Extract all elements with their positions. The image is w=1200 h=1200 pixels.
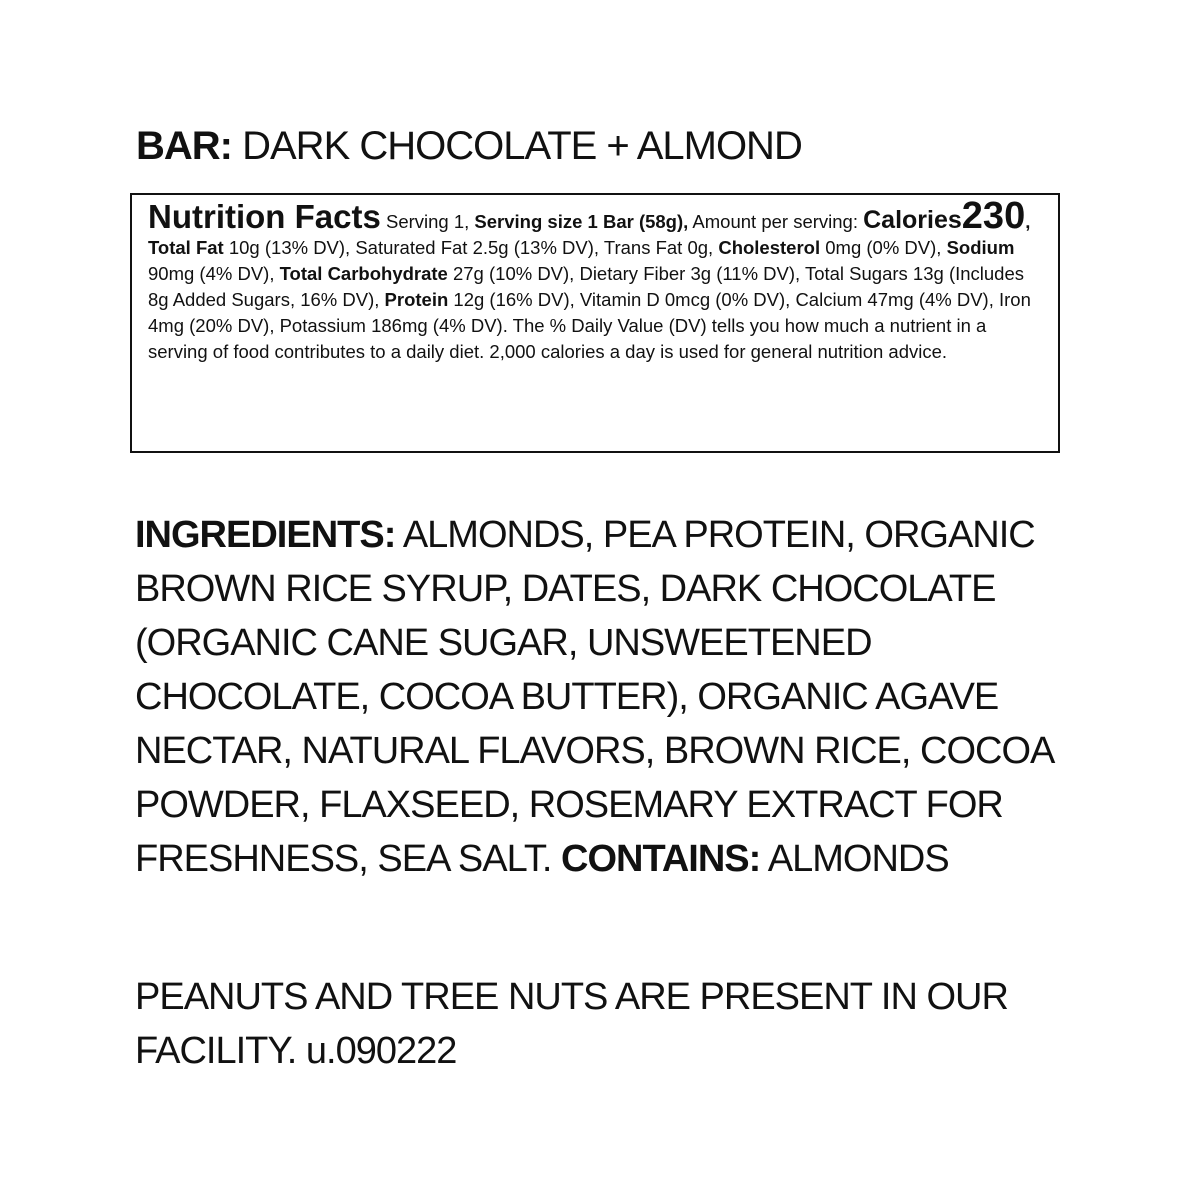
serving-size: Serving size 1 Bar (58g), bbox=[474, 211, 689, 232]
nutrition-facts-panel bbox=[130, 193, 1060, 453]
servings-text: Serving 1, bbox=[385, 211, 470, 232]
facility-notice: PEANUTS AND TREE NUTS ARE PRESENT IN OUR FACILITY. u.090222 bbox=[135, 976, 1008, 1072]
sodium-value: 90mg (4% DV), bbox=[148, 263, 275, 284]
nutrition-facts-text bbox=[148, 195, 1044, 365]
total-fat-value: 10g (13% DV), Saturated Fat 2.5g (13% DV), Trans Fat 0g, bbox=[228, 237, 714, 258]
sodium-label: Sodium bbox=[946, 237, 1015, 258]
product-name: DARK CHOCOLATE + ALMOND bbox=[242, 124, 802, 168]
carbohydrate-value: 27g (10% DV), Dietary Fiber 3g (11% DV), Total Sugars 13g (Includes 8g Added Sugars, 16% DV), bbox=[148, 263, 1025, 310]
protein-label: Protein bbox=[384, 289, 449, 310]
protein-value: 12g (16% DV), Vitamin D 0mcg (0% DV), Calcium 47mg (4% DV), Iron 4mg (20% DV), Potassium 186mg (4% DV). The % Daily Value (DV) tells you how much a nutrient in a serving of food contributes to a daily diet. 2,000 calories a day is used for general nutrition advice. bbox=[148, 289, 1031, 362]
product-title-label: BAR: bbox=[136, 124, 232, 168]
ingredients-section bbox=[135, 508, 1065, 886]
ingredients-label: INGREDIENTS: bbox=[135, 514, 396, 556]
amount-per-serving: Amount per serving: bbox=[692, 211, 858, 232]
calories-suffix: , bbox=[1025, 211, 1031, 232]
carbohydrate-label: Total Carbohydrate bbox=[279, 263, 448, 284]
nutrition-facts-heading: Nutrition Facts bbox=[148, 198, 381, 235]
cholesterol-value: 0mg (0% DV), bbox=[825, 237, 942, 258]
calories-value: 230 bbox=[961, 195, 1026, 237]
contains-text: ALMONDS bbox=[767, 838, 949, 880]
product-title bbox=[136, 124, 802, 169]
ingredients-text: ALMONDS, PEA PROTEIN, ORGANIC BROWN RICE SYRUP, DATES, DARK CHOCOLATE (ORGANIC CANE SUGAR, UNSWEETENED CHOCOLATE, COCOA BUTTER), ORGANIC AGAVE NECTAR, NATURAL FLAVORS, BROWN RICE, COCOA POWDER, FLAXSEED, ROSEMARY EXTRACT FOR FRESHNESS, SEA SALT. bbox=[135, 514, 1053, 880]
cholesterol-label: Cholesterol bbox=[718, 237, 821, 258]
calories-label: Calories bbox=[863, 206, 962, 234]
total-fat-label: Total Fat bbox=[148, 237, 224, 258]
contains-label: CONTAINS: bbox=[561, 838, 761, 880]
